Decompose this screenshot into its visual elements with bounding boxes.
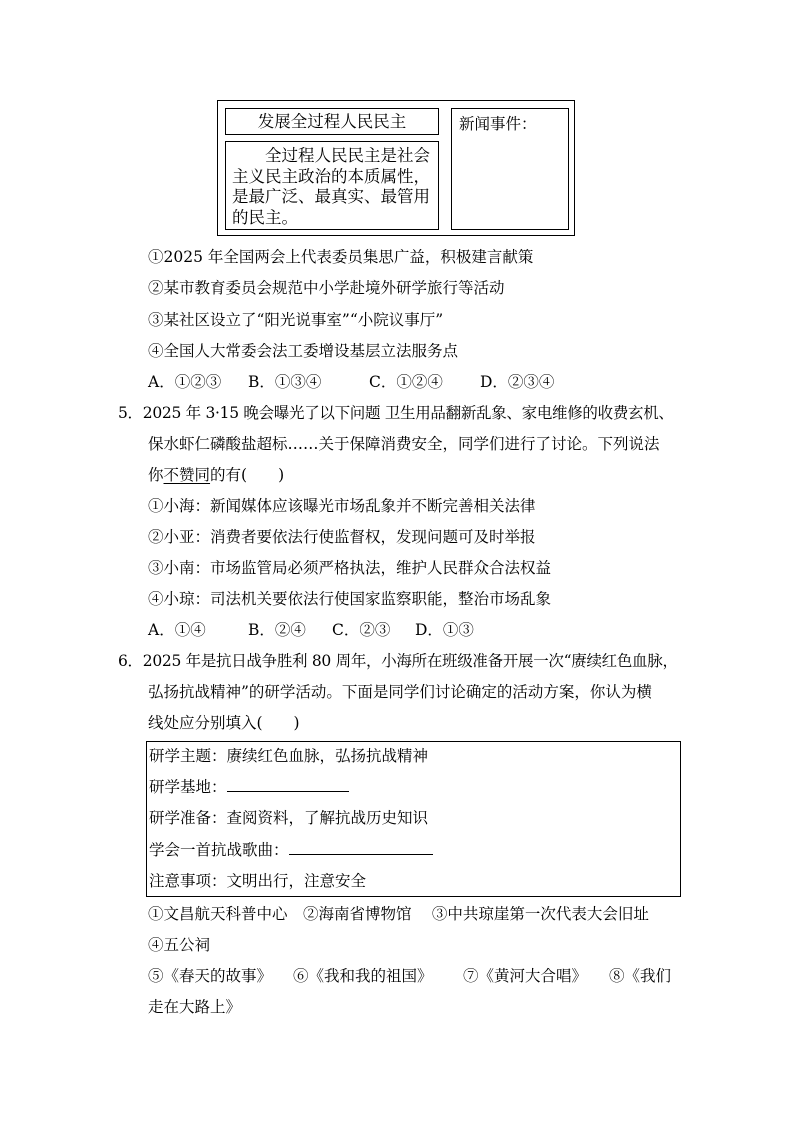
q6-plan-song (149, 840, 433, 860)
q6-plan-base (149, 777, 349, 797)
q5-option-3: ③小南：市场监管局必须严格执法，维护人民群众合法权益 (148, 559, 552, 577)
q4-option-3: ③某社区设立了“阳光说事室”“小院议事厅” (148, 311, 444, 329)
q6-plan-song-label: 学会一首抗战歌曲： (149, 841, 289, 859)
q6-plan-prep: 研学准备：查阅资料，了解抗战历史知识 (149, 809, 429, 827)
q4-figure-body-line: 主义民主政治的本质属性， (232, 166, 430, 186)
q6-options-line-1: ①文昌航天科普中心 ②海南省博物馆 ③中共琼崖第一次代表大会旧址 (148, 905, 649, 923)
q6-plan-song-blank (289, 840, 433, 855)
q4-option-2: ②某市教育委员会规范中小学赴境外研学旅行等活动 (148, 279, 505, 297)
q4-choice-c: C．①②④ (369, 373, 443, 391)
q6-song-8: ⑧《我们 (609, 967, 672, 985)
q5-stem-suffix: 的有( ) (210, 466, 285, 484)
q4-choice-a: A．①②③ (148, 373, 222, 391)
q6-song-7: ⑦《黄河大合唱》 (463, 967, 588, 985)
q6-song-8-cont: 走在大路上》 (148, 998, 242, 1016)
q6-song-5: ⑤《春天的故事》 (148, 967, 273, 985)
q5-choice-d: D．①③ (415, 621, 474, 639)
q6-stem-line-3: 线处应分别填入( ) (148, 714, 300, 732)
q5-choice-b: B．②④ (248, 621, 306, 639)
q4-option-1: ①2025 年全国两会上代表委员集思广益，积极建言献策 (148, 248, 534, 266)
q4-figure-body (225, 141, 439, 230)
q5-choice-c: C．②③ (332, 621, 391, 639)
q6-options-line-2: ④五公祠 (148, 936, 211, 954)
q6-plan-notes: 注意事项：文明出行，注意安全 (149, 872, 367, 890)
q5-stem-underlined: 不赞同 (163, 466, 211, 484)
q4-figure-body-line: 是最广泛、最真实、最管用 (232, 187, 430, 206)
q6-plan-theme: 研学主题：赓续红色血脉，弘扬抗战精神 (149, 747, 429, 765)
q5-option-2: ②小亚：消费者要依法行使监督权，发现问题可及时举报 (148, 528, 536, 546)
q5-stem-line-3 (148, 465, 284, 485)
q4-figure-news-box (451, 108, 569, 230)
q5-stem-prefix: 你 (148, 466, 164, 484)
q5-choice-a: A．①④ (148, 621, 206, 639)
q5-option-4: ④小琼：司法机关要依法行使国家监察职能，整治市场乱象 (148, 590, 552, 608)
q4-option-4: ④全国人大常委会法工委增设基层立法服务点 (148, 342, 459, 360)
q6-song-6: ⑥《我和我的祖国》 (293, 967, 433, 985)
q5-stem-line-1: 5．2025 年 3·15 晚会曝光了以下问题 卫生用品翻新乱象、家电维修的收费玄机、 (118, 404, 674, 422)
q4-figure-body-line: 的民主。 (232, 207, 298, 227)
q4-choice-b: B．①③④ (248, 373, 322, 391)
q6-stem-line-2: 弘扬抗战精神”的研学活动。下面是同学们讨论确定的活动方案，你认为横 (148, 683, 652, 701)
q5-stem-line-2: 保水虾仁磷酸盐超标……关于保障消费安全，同学们进行了讨论。下列说法 (148, 435, 660, 453)
q4-figure-news-label: 新闻事件： (459, 115, 537, 133)
q6-plan-base-label: 研学基地： (149, 778, 227, 796)
q6-plan-base-blank (227, 777, 349, 792)
q4-figure-body-line: 全过程人民民主是社会 (265, 146, 430, 165)
q6-stem-line-1: 6．2025 年是抗日战争胜利 80 周年，小海所在班级准备开展一次“赓续红色血脉， (118, 652, 678, 670)
q4-choice-d: D．②③④ (480, 373, 555, 391)
q4-figure-title: 发展全过程人民民主 (225, 108, 439, 135)
q5-option-1: ①小海：新闻媒体应该曝光市场乱象并不断完善相关法律 (148, 497, 536, 515)
